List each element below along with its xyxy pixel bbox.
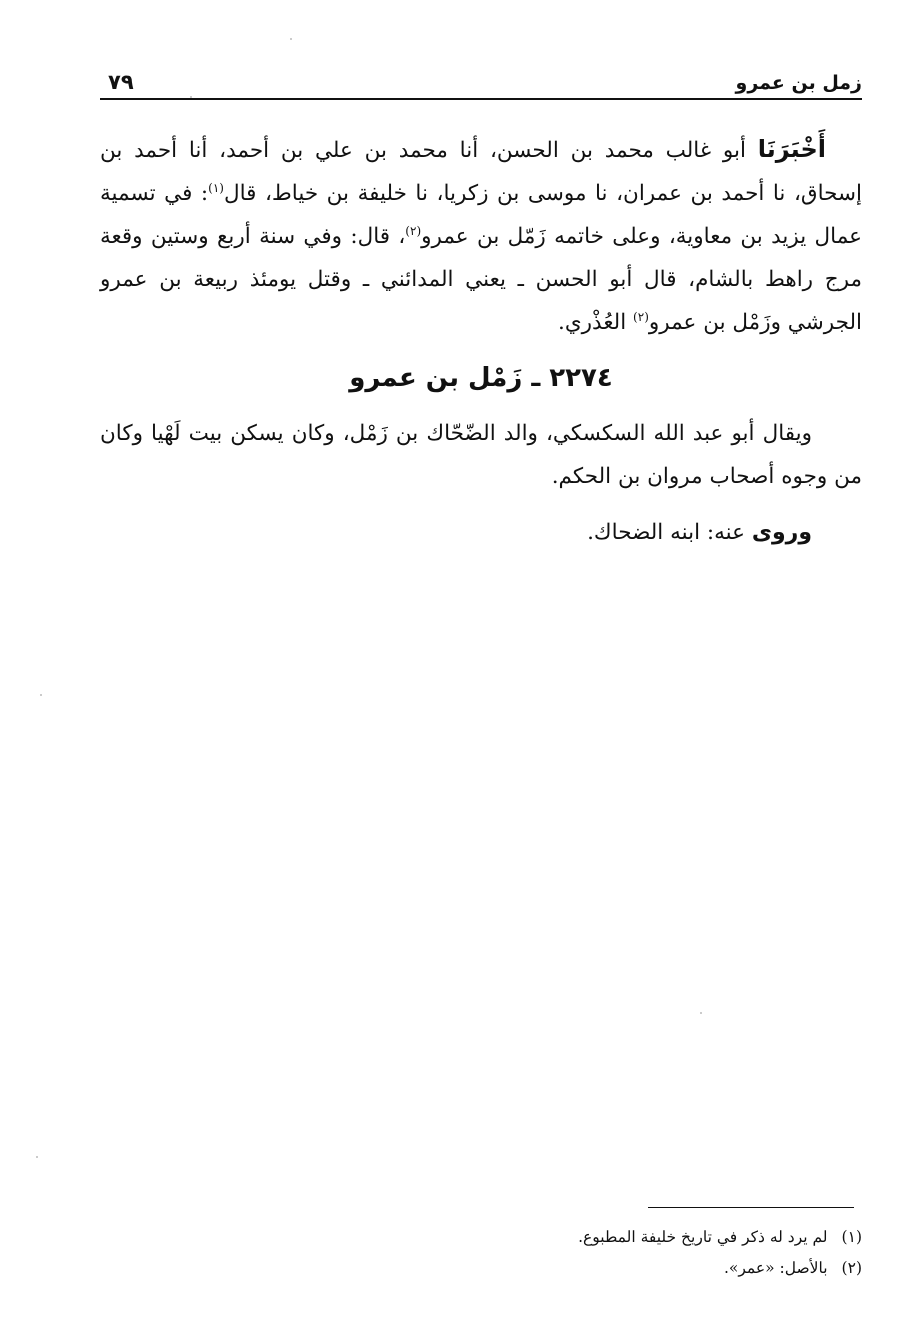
lead-word-akhbarana: أَخْبَرَنَا	[757, 135, 826, 163]
running-header	[100, 66, 862, 100]
intro-text-part1: أبو غالب محمد بن الحسن، أنا محمد بن علي بن أحمد، أنا أحمد بن إسحاق، نا أحمد بن عمران، نا موسى بن زكريا، نا خليفة بن خياط، قال	[100, 138, 862, 206]
footnote-ref-2-repeat: (٢)	[633, 309, 649, 324]
page-number: ٧٩	[108, 70, 134, 94]
intro-text-part4: العُذْري.	[557, 310, 634, 335]
footnote-number: (٢)	[841, 1259, 862, 1277]
scan-speck	[190, 96, 192, 98]
footnote-1	[400, 1222, 862, 1253]
entry-heading: ٢٢٧٤ ـ زَمْل بن عمرو	[349, 363, 613, 393]
scan-speck	[700, 1012, 702, 1014]
footnote-2	[400, 1253, 862, 1284]
footnote-separator	[648, 1207, 854, 1208]
footnote-ref-1: (١)	[208, 180, 224, 195]
intro-text-part3: ، قال: وفي سنة أربع وستين وقعة مرج راهط بالشام، قال أبو الحسن ـ يعني المدائني ـ وقتل يومئذ ربيعة بن عمرو الجرشي وزَمْل بن عمرو	[100, 224, 862, 335]
running-title: زمل بن عمرو	[735, 72, 862, 94]
scan-speck	[36, 1156, 38, 1158]
narrated-label: وروى	[751, 520, 812, 545]
footnote-text: لم يرد له ذكر في تاريخ خليفة المطبوع.	[578, 1228, 828, 1246]
intro-text-part2: : في تسمية عمال يزيد بن معاوية، وعلى خاتمه زَمّل بن عمرو	[100, 181, 862, 249]
scan-speck	[290, 38, 292, 40]
footnote-ref-2: (٢)	[405, 223, 422, 238]
footnote-text: بالأصل: «عمر».	[723, 1259, 828, 1277]
header-rule	[100, 98, 862, 100]
footnotes	[400, 1222, 862, 1284]
scan-speck	[40, 694, 42, 696]
entry-paragraph: ويقال أبو عبد الله السكسكي، والد الضّحّاك بن زَمْل، وكان يسكن بيت لَهْيا وكان من وجوه أصحاب مروان بن الحكم.	[100, 421, 862, 489]
narrated-text: عنه: ابنه الضحاك.	[587, 520, 752, 545]
intro-paragraph	[100, 128, 862, 344]
narrators-paragraph	[100, 511, 862, 554]
footnote-number: (١)	[841, 1228, 862, 1246]
